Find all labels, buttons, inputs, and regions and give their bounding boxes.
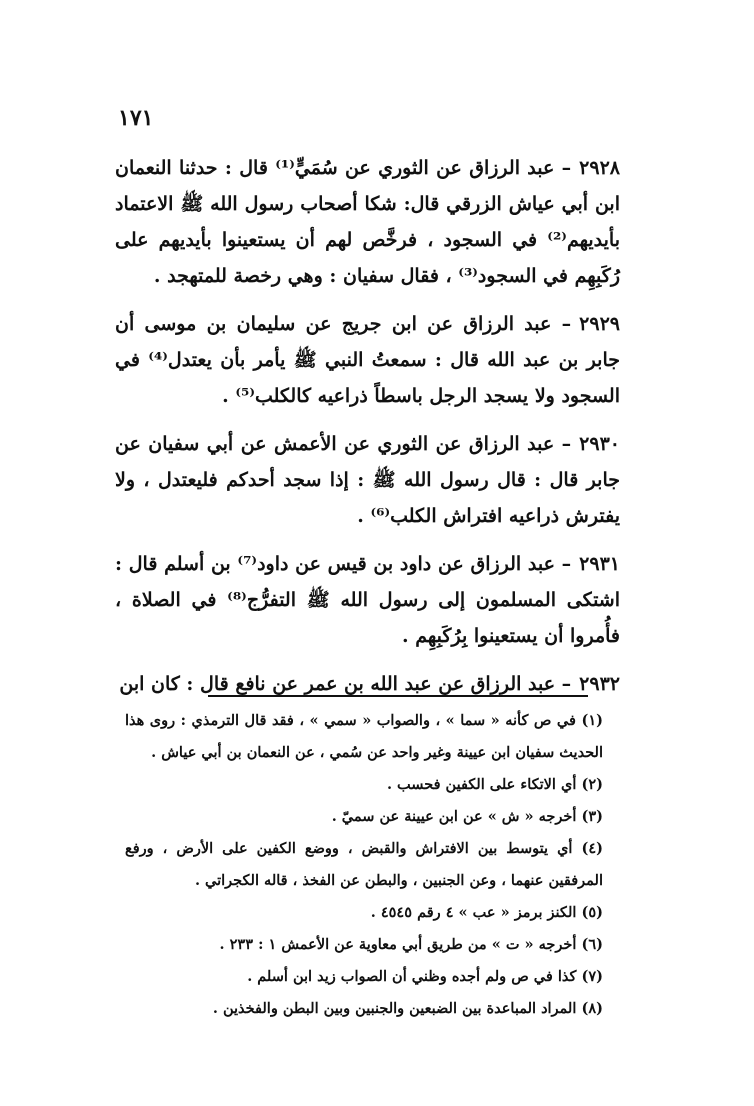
hadith-text: – عبد الرزاق عن عبد الله بن عمر عن نافع قال : كان ابن <box>119 673 572 695</box>
hadith-number: ٢٩٣١ <box>579 553 620 575</box>
footnote-6 <box>125 929 625 961</box>
hadith-2928 <box>115 150 620 294</box>
footnote-1 <box>125 705 625 769</box>
hadith-number: ٢٩٢٨ <box>579 157 620 179</box>
footnote-text: أي الاتكاء على الكفين فحسب . <box>386 776 577 793</box>
page-number: ١٧١ <box>118 105 154 131</box>
footnote-marker: (٦) <box>581 936 603 953</box>
footnote-divider <box>208 695 588 697</box>
footnote-marker: (١) <box>581 712 603 729</box>
hadith-text: – عبد الرزاق عن الثوري عن سُمَيٍّ⁽¹⁾ قال : حدثنا النعمان ابن أبي عياش الزرقي قال: شكا أصحاب رسول الله ﷺ الاعتماد بأيديهم⁽²⁾ في السجود ، فرخَّص لهم أن يستعينوا بأيديهم على رُكَبِهِم في السجود⁽³⁾ ، فقال سفيان : وهي رخصة للمتهجد . <box>115 157 620 287</box>
footnote-5 <box>125 897 625 929</box>
footnote-marker: (٤) <box>581 840 603 857</box>
footnote-text: في ص كأنه « سما » ، والصواب « سمي » ، فقد قال الترمذي : روى هذا الحديث سفيان ابن عيينة وغير واحد عن سُمي ، عن النعمان بن أبي عياش . <box>125 712 603 761</box>
footnote-marker: (٣) <box>581 808 603 825</box>
footnote-text: كذا في ص ولم أجده وظني أن الصواب زيد ابن أسلم . <box>247 968 577 985</box>
footnote-marker: (٧) <box>581 968 603 985</box>
hadith-number: ٢٩٣٢ <box>579 673 620 695</box>
hadith-text: – عبد الرزاق عن ابن جريج عن سليمان بن موسى أن جابر بن عبد الله قال : سمعتُ النبي ﷺ يأمر بأن يعتدل⁽⁴⁾ في السجود ولا يسجد الرجل باسطاً ذراعيه كالكلب⁽⁵⁾ . <box>115 313 620 407</box>
hadith-2930 <box>115 426 620 534</box>
footnote-text: أخرجه « ش » عن ابن عيينة عن سميّ . <box>331 808 577 825</box>
footnote-8 <box>125 993 625 1025</box>
hadith-2929 <box>115 306 620 414</box>
footnotes <box>125 705 625 1025</box>
hadith-text: – عبد الرزاق عن داود بن قيس عن داود⁽⁷⁾ بن أسلم قال : اشتكى المسلمون إلى رسول الله ﷺ التفرُّج⁽⁸⁾ في الصلاة ، فأُمروا أن يستعينوا بِرُكَبِهِم . <box>115 553 620 647</box>
hadith-2931 <box>115 546 620 654</box>
footnote-marker: (٥) <box>581 904 603 921</box>
footnote-3 <box>125 801 625 833</box>
footnote-4 <box>125 833 625 897</box>
hadith-text: – عبد الرزاق عن الثوري عن الأعمش عن أبي سفيان عن جابر قال : قال رسول الله ﷺ : إذا سجد أحدكم فليعتدل ، ولا يفترش ذراعيه افتراش الكلب⁽⁶⁾ . <box>115 433 620 527</box>
footnote-text: الكنز برمز « عب » ٤ رقم ٤٥٤٥ . <box>370 904 577 921</box>
footnote-text: أخرجه « ت » من طريق أبي معاوية عن الأعمش ١ : ٢٣٣ . <box>219 936 577 953</box>
main-text <box>115 150 620 714</box>
footnote-2 <box>125 769 625 801</box>
footnote-marker: (٨) <box>581 1000 603 1017</box>
footnote-text: المراد المباعدة بين الضبعين والجنبين وبين البطن والفخذين . <box>212 1000 577 1017</box>
footnote-7 <box>125 961 625 993</box>
hadith-number: ٢٩٣٠ <box>579 433 620 455</box>
footnote-text: أي يتوسط بين الافتراش والقبض ، ووضع الكفين على الأرض ، ورفع المرفقين عنهما ، وعن الجنبين ، والبطن عن الفخذ ، قاله الكجراتي . <box>125 840 603 889</box>
hadith-number: ٢٩٢٩ <box>579 313 620 335</box>
footnote-marker: (٢) <box>581 776 603 793</box>
